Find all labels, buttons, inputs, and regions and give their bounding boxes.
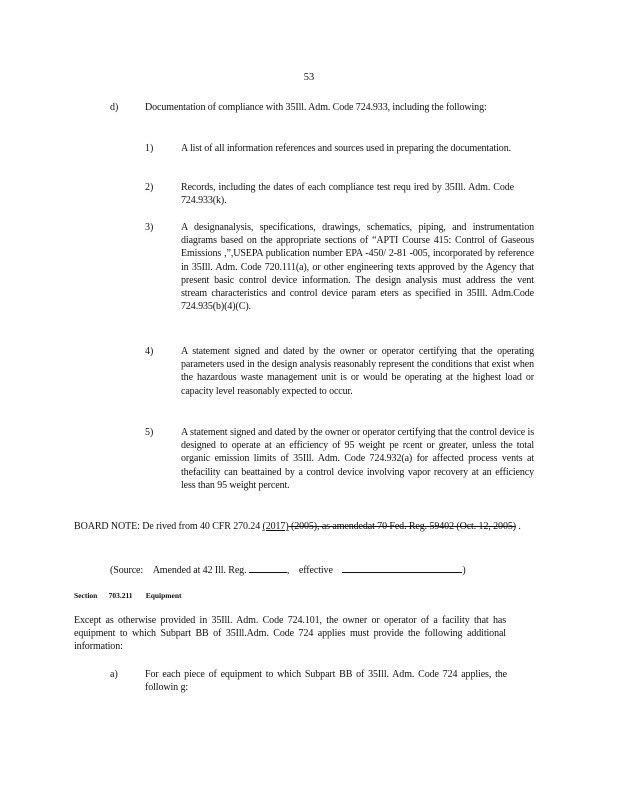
section-title: Equipment bbox=[145, 591, 182, 600]
item-d-marker: d) bbox=[110, 102, 119, 113]
subitem-1-text: A list of all information references and sources used in preparing the documentation. bbox=[181, 143, 512, 154]
effective-date-blank[interactable] bbox=[342, 562, 462, 573]
board-note-deleted: (2005), as amendedat 70 Fed. Reg. 59402 (Oct. 12, 2005) bbox=[288, 521, 516, 532]
subitem-5-text: A statement signed and dated by the owner or operator certifying that the control device is designed to operate at an efficiency of 95 weight pe rcent or greater, unless the total organic emission limits of 35Ill. Adm. Code 724.932(a) for affected process vents at thefacility can beattained by a control device involving vapor recovery at an efficiency less than 95 weight percent. bbox=[181, 427, 534, 491]
source-line bbox=[110, 562, 530, 577]
subitem-2-text: Records, including the dates of each compliance test requ ired by 35Ill. Adm. Code 724.933(k). bbox=[181, 182, 514, 207]
subitem-4-text: A statement signed and dated by the owner or operator certifying that the operating parameters used in the design analysis reasonably represent the conditions that exist when the hazardous waste management unit is or would be operating at the highest load or capacity level reasonably expected to occur. bbox=[181, 346, 534, 397]
item-a-text: For each piece of equipment to which Subpart BB of 35Ill. Adm. Code 724 applies, the followin g: bbox=[145, 669, 507, 694]
subitem-3-marker: 3) bbox=[145, 222, 154, 233]
source-effective: effective bbox=[298, 565, 333, 576]
section-label: Section bbox=[74, 591, 98, 600]
item-d-text: Documentation of compliance with 35Ill. Adm. Code 724.933, including the following: bbox=[145, 102, 487, 113]
section-number: 703.211 bbox=[108, 591, 133, 600]
reg-volume-blank[interactable] bbox=[249, 562, 287, 573]
source-close: ) bbox=[462, 565, 466, 576]
subitem-3-text: A designanalysis, specifications, drawings, schematics, piping, and instrumentation diagrams based on the appropriate sections of “APTI Course 415: Control of Gaseous Emissions ,”,USEPA publication number EPA -450/ 2-81 -005, incorporated by reference in 35Ill. Adm. Code 720.111(a), or other engineering texts approved by the Agency that present basic control device information. The design analysis must address the vent stream characteristics and control device param eters as specified in 35Ill. Adm.Code 724.935(b)(4)(C). bbox=[181, 222, 534, 313]
board-note-inserted: (2017) bbox=[262, 521, 289, 532]
subitem-4-marker: 4) bbox=[145, 346, 154, 357]
board-note-prefix: BOARD NOTE: De rived from 40 CFR 270.24 bbox=[74, 521, 263, 532]
board-note-suffix: . bbox=[515, 521, 521, 532]
source-comma: , bbox=[286, 565, 290, 576]
item-a-marker: a) bbox=[110, 669, 118, 680]
subitem-5-marker: 5) bbox=[145, 427, 154, 438]
board-note bbox=[74, 520, 526, 533]
source-open: (Source: bbox=[110, 565, 144, 576]
subitem-1-marker: 1) bbox=[145, 143, 154, 154]
source-amended: Amended at 42 Ill. Reg. bbox=[152, 565, 247, 576]
section-intro: Except as otherwise provided in 35Ill. Adm. Code 724.101, the owner or operator of a facility that has equipment to which Subpart BB of 35Ill.Adm. Code 724 applies must provide the following additional information: bbox=[74, 615, 506, 653]
subitem-2-marker: 2) bbox=[145, 182, 154, 193]
page-number: 53 bbox=[303, 72, 315, 83]
section-heading bbox=[74, 591, 182, 601]
